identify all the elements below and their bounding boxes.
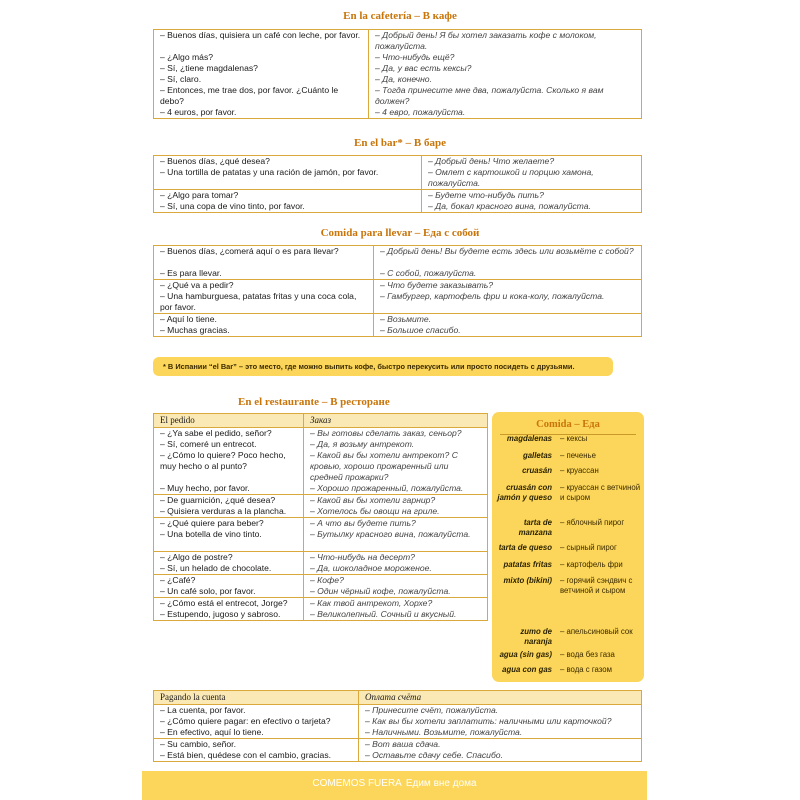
dialogue-es: – Sí, claro. (160, 74, 202, 84)
food-item-ru: – кексы (560, 434, 588, 443)
dialogue-es: – Buenos días, ¿qué desea? (160, 156, 270, 166)
dialogue-es: – En efectivo, aquí lo tiene. (160, 727, 264, 737)
section-title-restaurant: En el restaurante – В ресторане (238, 396, 390, 408)
dialogue-ru: – Омлет с картошкой и порцию хамона, пожалуйста. (422, 167, 642, 190)
food-item-ru: – апельсиновый сок (560, 627, 633, 636)
section-title-cafe: En la cafetería – В кафе (343, 10, 457, 22)
food-item-ru: – картофель фри (560, 560, 623, 569)
dialogue-es: – ¿Cómo lo quiere? Poco hecho, muy hecho o al punto? (160, 450, 286, 471)
dialogue-ru: – С собой, пожалуйста. (374, 268, 642, 280)
bar-footnote: * В Испании “el Bar” – это место, где можно выпить кофе, быстро перекусить или просто посидеть с друзьями. (153, 357, 613, 376)
dialogue-es: – Entonces, me trae dos, por favor. ¿Cuánto le debo? (160, 85, 339, 106)
food-item-es: cruasán (522, 466, 552, 475)
dialogue-ru: – Какой вы бы хотели антрекот? С кровью, хорошо прожаренный или средней прожарки? (304, 450, 488, 483)
food-item-es: cruasán con jamón y queso (497, 483, 552, 502)
section-title-bar: En el bar* – В баре (354, 137, 446, 149)
dialogue-ru: – Хотелось бы овощи на гриле. (304, 506, 488, 518)
dialogue-ru: – Тогда принесите мне два, пожалуйста. Сколько я вам должен? (369, 85, 642, 107)
dialogue-ru: – Большое спасибо. (374, 325, 642, 337)
dialogue-ru: – Какой вы бы хотели гарнир? (304, 495, 488, 507)
dialogue-ru: – Бутылку красного вина, пожалуйста. (304, 529, 488, 552)
dialogue-ru: – Да, конечно. (369, 74, 642, 85)
food-item-es: mixto (bikini) (503, 576, 552, 585)
dialogue-es: – Una tortilla de patatas y una ración de jamón, por favor. (160, 167, 379, 177)
dialogue-ru: – Да, я возьму антрекот. (304, 439, 488, 450)
dialogue-ru: – Добрый день! Что желаете? (422, 156, 642, 168)
food-item-es: zumo de naranja (520, 627, 552, 646)
food-item-ru: – горячий сэндвич с ветчиной и сыром (560, 576, 633, 595)
dialogue-ru: – Хорошо прожаренный, пожалуйста. (304, 483, 488, 495)
food-item-ru: – вода с газом (560, 665, 612, 674)
food-item-es: galletas (522, 451, 552, 460)
food-item-ru: – яблочный пирог (560, 518, 625, 527)
dialogue-ru: – Как твой антрекот, Хорхе? (304, 598, 488, 610)
food-vocabulary-box (492, 412, 644, 682)
dialogue-ru: – Как вы бы хотели заплатить: наличными или карточкой? (359, 716, 642, 727)
dialogue-es: – 4 euros, por favor. (160, 107, 237, 117)
dialogue-table-restaurant (153, 413, 488, 621)
dialogue-es: – ¿Algo de postre? (154, 552, 304, 564)
dialogue-table-cafe (153, 29, 642, 119)
footer-title-es: COMEMOS FUERA (312, 778, 402, 789)
dialogue-es: – Quisiera verduras a la plancha. (160, 506, 287, 516)
food-item-es: agua (sin gas) (499, 650, 552, 659)
food-item-ru: – печенье (560, 451, 596, 460)
dialogue-es: – ¿Qué va a pedir? (154, 280, 374, 292)
dialogue-es: – Muy hecho, por favor. (160, 483, 250, 493)
dialogue-ru: – Что-нибудь на десерт? (304, 552, 488, 564)
dialogue-es: – Sí, una copa de vino tinto, por favor. (160, 201, 305, 211)
dialogue-ru: – Да, шоколадное мороженое. (304, 563, 488, 575)
dialogue-es: – Es para llevar. (160, 268, 222, 278)
dialogue-ru: – Принесите счёт, пожалуйста. (359, 705, 642, 717)
dialogue-es: – Buenos días, ¿comerá aquí o es para llevar? (160, 246, 339, 256)
dialogue-ru: – Будете что-нибудь пить? (422, 190, 642, 202)
dialogue-es: – Sí, ¿tiene magdalenas? (160, 63, 258, 73)
dialogue-es: – Una botella de vino tinto. (160, 529, 262, 539)
dialogue-es: – Su cambio, señor. (154, 739, 359, 751)
food-item-es: tarta de queso (498, 543, 552, 552)
dialogue-es: – Sí, comeré un entrecot. (160, 439, 257, 449)
food-item-es: magdalenas (506, 434, 552, 443)
dialogue-ru: – А что вы будете пить? (304, 518, 488, 530)
section-title-takeaway: Comida para llevar – Еда с собой (320, 227, 480, 239)
dialogue-table-takeaway (153, 245, 642, 337)
dialogue-ru: – Один чёрный кофе, пожалуйста. (304, 586, 488, 598)
food-item-ru: – круассан с ветчиной и сыром (560, 483, 641, 502)
column-header-order-es: El pedido (154, 414, 304, 428)
dialogue-es: – ¿Cómo quiere pagar: en efectivo o tarjeta? (160, 716, 331, 726)
dialogue-table-payment (153, 690, 642, 762)
footer-title-ru: Едим вне дома (405, 778, 477, 789)
dialogue-ru: – Что будете заказывать? (374, 280, 642, 292)
column-header-payment-es: Pagando la cuenta (154, 691, 359, 705)
food-item-ru: – сырный пирог (560, 543, 617, 552)
food-box-title: Comida – Еда (536, 419, 600, 430)
dialogue-es: – ¿Qué quiere para beber? (154, 518, 304, 530)
dialogue-es: – Un café solo, por favor. (160, 586, 256, 596)
food-item-es: tarta de manzana (518, 518, 552, 537)
page-footer (142, 771, 647, 800)
dialogue-ru: – Наличными. Возьмите, пожалуйста. (359, 727, 642, 739)
dialogue-ru: – Возьмите. (374, 314, 642, 326)
dialogue-ru: – Добрый день! Я бы хотел заказать кофе с молоком, пожалуйста. (369, 30, 642, 53)
dialogue-es: – ¿Café? (154, 575, 304, 587)
dialogue-ru: – Оставьте сдачу себе. Спасибо. (359, 750, 642, 762)
dialogue-ru: – Да, бокал красного вина, пожалуйста. (422, 201, 642, 213)
dialogue-es: – De guarnición, ¿qué desea? (154, 495, 304, 507)
dialogue-es: – Buenos días, quisiera un café con leche, por favor. (160, 30, 361, 40)
food-item-es: patatas fritas (503, 560, 552, 569)
dialogue-es: – ¿Algo más? (160, 52, 214, 62)
dialogue-ru: – Вы готовы сделать заказ, сеньор? (304, 428, 488, 440)
dialogue-es: – La cuenta, por favor. (160, 705, 246, 715)
dialogue-ru: – Что-нибудь ещё? (369, 52, 642, 63)
dialogue-ru: – Великолепный. Сочный и вкусный. (304, 609, 488, 621)
dialogue-ru: – Кофе? (304, 575, 488, 587)
dialogue-es: – ¿Algo para tomar? (154, 190, 422, 202)
food-item-ru: – круассан (560, 466, 599, 475)
dialogue-es: – Está bien, quédese con el cambio, gracias. (160, 750, 332, 760)
dialogue-table-bar (153, 155, 642, 213)
food-item-es: agua con gas (502, 665, 552, 674)
dialogue-es: – Una hamburguesa, patatas fritas y una coca cola, por favor. (160, 291, 357, 312)
dialogue-ru: – Вот ваша сдача. (359, 739, 642, 751)
dialogue-es: – ¿Ya sabe el pedido, señor? (160, 428, 272, 438)
dialogue-es: – Muchas gracias. (160, 325, 230, 335)
dialogue-ru: – 4 евро, пожалуйста. (369, 107, 642, 119)
column-header-payment-ru: Оплата счёта (359, 691, 642, 705)
dialogue-es: – ¿Cómo está el entrecot, Jorge? (154, 598, 304, 610)
dialogue-ru: – Да, у вас есть кексы? (369, 63, 642, 74)
dialogue-es: – Estupendo, jugoso y sabroso. (160, 609, 281, 619)
dialogue-es: – Aquí lo tiene. (154, 314, 374, 326)
dialogue-es: – Sí, un helado de chocolate. (160, 563, 272, 573)
food-item-ru: – вода без газа (560, 650, 615, 659)
dialogue-ru: – Добрый день! Вы будете есть здесь или возьмёте с собой? (374, 246, 642, 269)
column-header-order-ru: Заказ (304, 414, 488, 428)
dialogue-ru: – Гамбургер, картофель фри и кока-колу, пожалуйста. (374, 291, 642, 314)
